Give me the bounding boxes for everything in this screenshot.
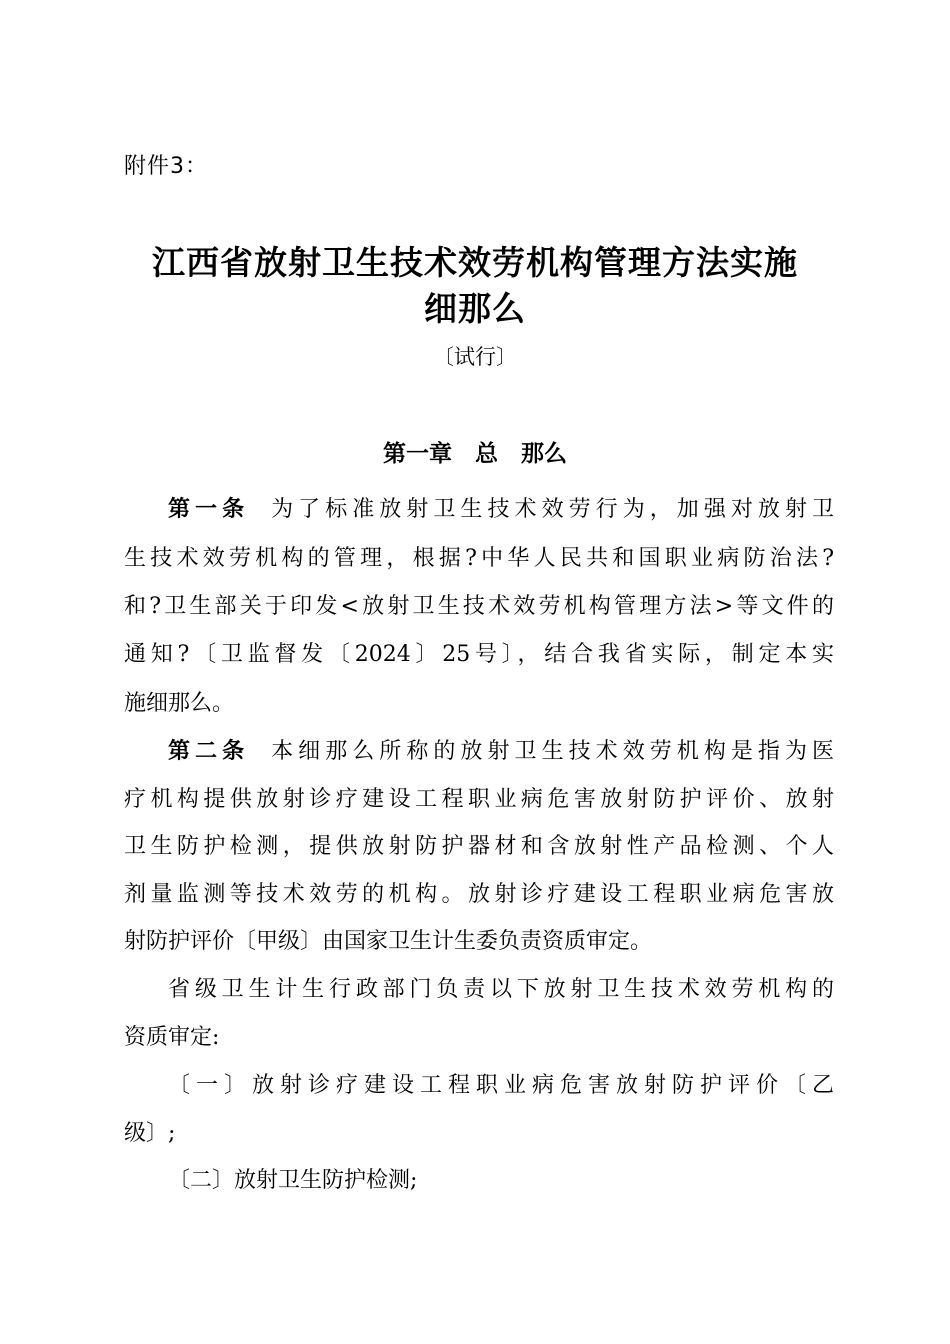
article-1-text-1: 为了标准放射卫生技术效劳行为，加强对放射卫: [271, 497, 834, 522]
article-2-label: 第二条: [168, 739, 250, 764]
item-2-line-1: 〔二〕放射卫生防护检测;: [168, 1168, 418, 1193]
paragraph-3-line-2: 资质审定:: [124, 1025, 220, 1050]
article-1-line-5: 施细那么。: [124, 691, 235, 716]
document-subtitle: 〔试行〕: [433, 345, 517, 369]
paragraph-3-line-1: 省级卫生计生行政部门负责以下放射卫生技术效劳机构的: [168, 977, 834, 1002]
article-2-text-1: 本细那么所称的放射卫生技术效劳机构是指为医: [271, 739, 834, 764]
article-2-line-1: [168, 734, 834, 770]
article-1-line-1: [168, 492, 834, 528]
article-1-label: 第一条: [168, 497, 250, 522]
item-1-line-2: 级〕;: [124, 1121, 176, 1146]
article-2-line-2: 疗机构提供放射诊疗建设工程职业病危害放射防护评价、放射: [124, 787, 834, 812]
attachment-label: 附件3：: [124, 154, 208, 179]
article-2-line-3: 卫生防护检测，提供放射防护器材和含放射性产品检测、个人: [124, 834, 834, 859]
article-2-line-4: 剂量监测等技术效劳的机构。放射诊疗建设工程职业病危害放: [124, 882, 834, 907]
article-1-line-3: 和?卫生部关于印发<放射卫生技术效劳机构管理方法>等文件的: [124, 594, 834, 619]
document-title-line-1: 江西省放射卫生技术效劳机构管理方法实施: [152, 243, 798, 282]
article-1-line-4: 通知?〔卫监督发〔2024〕25号〕，结合我省实际，制定本实: [124, 642, 834, 667]
article-2-line-5: 射防护评价〔甲级〕由国家卫生计生委负责资质审定。: [124, 929, 653, 954]
document-title-line-2: 细那么: [424, 289, 526, 328]
item-1-line-1: 〔一〕放射诊疗建设工程职业病危害放射防护评价〔乙: [168, 1073, 834, 1098]
article-1-line-2: 生技术效劳机构的管理，根据?中华人民共和国职业病防治法?: [124, 546, 834, 571]
chapter-heading: 第一章 总 那么: [383, 441, 567, 467]
